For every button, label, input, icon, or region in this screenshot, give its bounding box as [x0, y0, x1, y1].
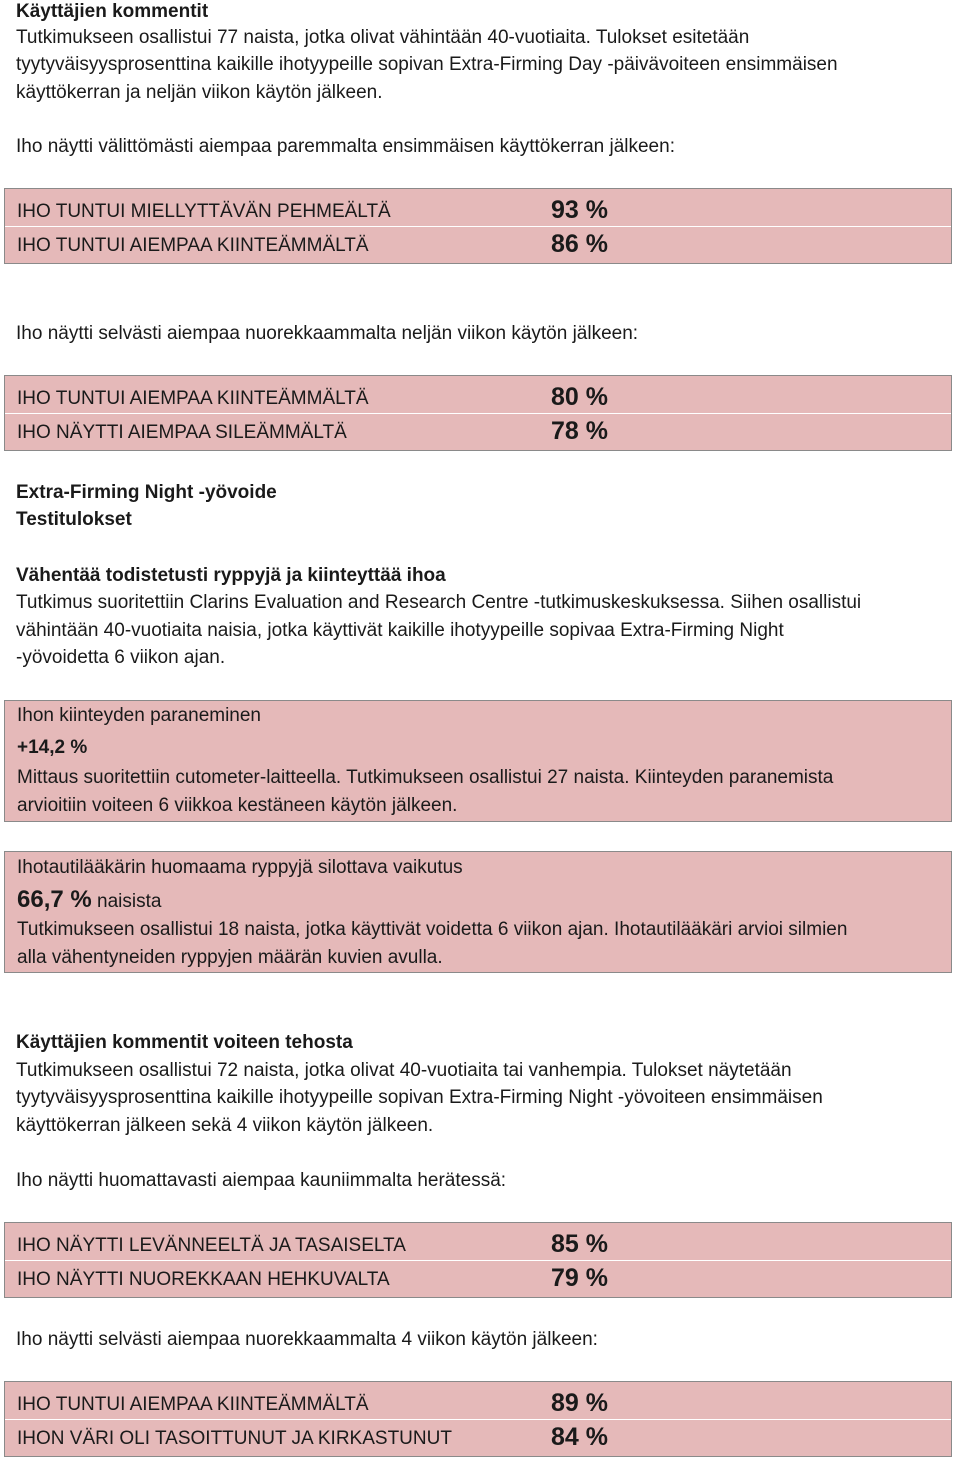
study-box — [4, 851, 952, 973]
study-value-row — [17, 886, 161, 916]
result-value: 89 % — [551, 1389, 608, 1417]
result-value: 93 % — [551, 196, 608, 224]
paragraph-line: Tutkimukseen osallistui 77 naista, jotka olivat vähintään 40-vuotiaita. Tulokset esitetään — [16, 27, 750, 48]
paragraph-line: tyytyväisyysprosenttina kaikille ihotyypeille sopivan Extra-Firming Night -yövoiteen ensimmäisen — [16, 1087, 823, 1108]
section-heading: Käyttäjien kommentit voiteen tehosta — [16, 1032, 353, 1053]
result-value: 85 % — [551, 1230, 608, 1258]
result-label: IHO TUNTUI MIELLYTTÄVÄN PEHMEÄLTÄ — [17, 201, 391, 222]
subtitle: Testitulokset — [16, 509, 132, 530]
intro-text: Iho näytti huomattavasti aiempaa kauniimmalta herätessä: — [16, 1170, 507, 1191]
result-value: 80 % — [551, 383, 608, 411]
study-note: alla vähentyneiden ryppyjen määrän kuvien avulla. — [17, 947, 443, 968]
result-value: 79 % — [551, 1264, 608, 1292]
result-value: 86 % — [551, 230, 608, 258]
study-box — [4, 700, 952, 822]
study-value: +14,2 % — [17, 737, 88, 758]
paragraph-line: käyttökerran ja neljän viikon käytön jälkeen. — [16, 82, 383, 103]
paragraph-line: käyttökerran jälkeen sekä 4 viikon käytön jälkeen. — [16, 1115, 434, 1136]
study-title: Ihon kiinteyden paraneminen — [17, 705, 262, 726]
study-value: 66,7 % — [17, 886, 92, 913]
result-value: 78 % — [551, 417, 608, 445]
result-box — [4, 1222, 952, 1298]
study-title: Ihotautilääkärin huomaama ryppyjä silottava vaikutus — [17, 857, 463, 878]
study-note: arvioitiin voiteen 6 viikkoa kestäneen käytön jälkeen. — [17, 795, 458, 816]
section-heading: Käyttäjien kommentit — [16, 1, 209, 22]
result-value: 84 % — [551, 1423, 608, 1451]
paragraph-line: vähintään 40-vuotiaita naisia, jotka käyttivät kaikille ihotyypeille sopivaa Extra-Firming Night — [16, 620, 784, 641]
result-box — [4, 188, 952, 264]
result-label: IHON VÄRI OLI TASOITTUNUT JA KIRKASTUNUT — [17, 1428, 452, 1449]
result-label: IHO TUNTUI AIEMPAA KIINTEÄMMÄLTÄ — [17, 1394, 369, 1415]
result-label: IHO NÄYTTI LEVÄNNEELTÄ JA TASAISELTA — [17, 1235, 406, 1256]
claim-heading: Vähentää todistetusti ryppyjä ja kiinteyttää ihoa — [16, 565, 446, 586]
result-label: IHO TUNTUI AIEMPAA KIINTEÄMMÄLTÄ — [17, 388, 369, 409]
paragraph-line: tyytyväisyysprosenttina kaikille ihotyypeille sopivan Extra-Firming Day -päivävoiteen ensimmäisen — [16, 54, 838, 75]
product-title: Extra-Firming Night -yövoide — [16, 482, 277, 503]
intro-text: Iho näytti välittömästi aiempaa paremmalta ensimmäisen käyttökerran jälkeen: — [16, 136, 675, 157]
result-label: IHO TUNTUI AIEMPAA KIINTEÄMMÄLTÄ — [17, 235, 369, 256]
result-box — [4, 1381, 952, 1457]
result-label: IHO NÄYTTI NUOREKKAAN HEHKUVALTA — [17, 1269, 390, 1290]
paragraph-line: Tutkimus suoritettiin Clarins Evaluation and Research Centre -tutkimuskeskuksessa. Siihen osallistui — [16, 592, 862, 613]
intro-text: Iho näytti selvästi aiempaa nuorekkaammalta 4 viikon käytön jälkeen: — [16, 1329, 598, 1350]
study-note: Mittaus suoritettiin cutometer-laitteella. Tutkimukseen osallistui 27 naista. Kiinteyden paranemista — [17, 767, 834, 788]
intro-text: Iho näytti selvästi aiempaa nuorekkaammalta neljän viikon käytön jälkeen: — [16, 323, 639, 344]
paragraph-line: -yövoidetta 6 viikon ajan. — [16, 647, 226, 668]
result-label: IHO NÄYTTI AIEMPAA SILEÄMMÄLTÄ — [17, 422, 347, 443]
study-value-suffix: naisista — [97, 891, 162, 912]
study-note: Tutkimukseen osallistui 18 naista, jotka käyttivät voidetta 6 viikon ajan. Ihotautilääkäri arvioi silmien — [17, 919, 848, 940]
paragraph-line: Tutkimukseen osallistui 72 naista, jotka olivat 40-vuotiaita tai vanhempia. Tulokset näytetään — [16, 1060, 792, 1081]
result-box — [4, 375, 952, 451]
